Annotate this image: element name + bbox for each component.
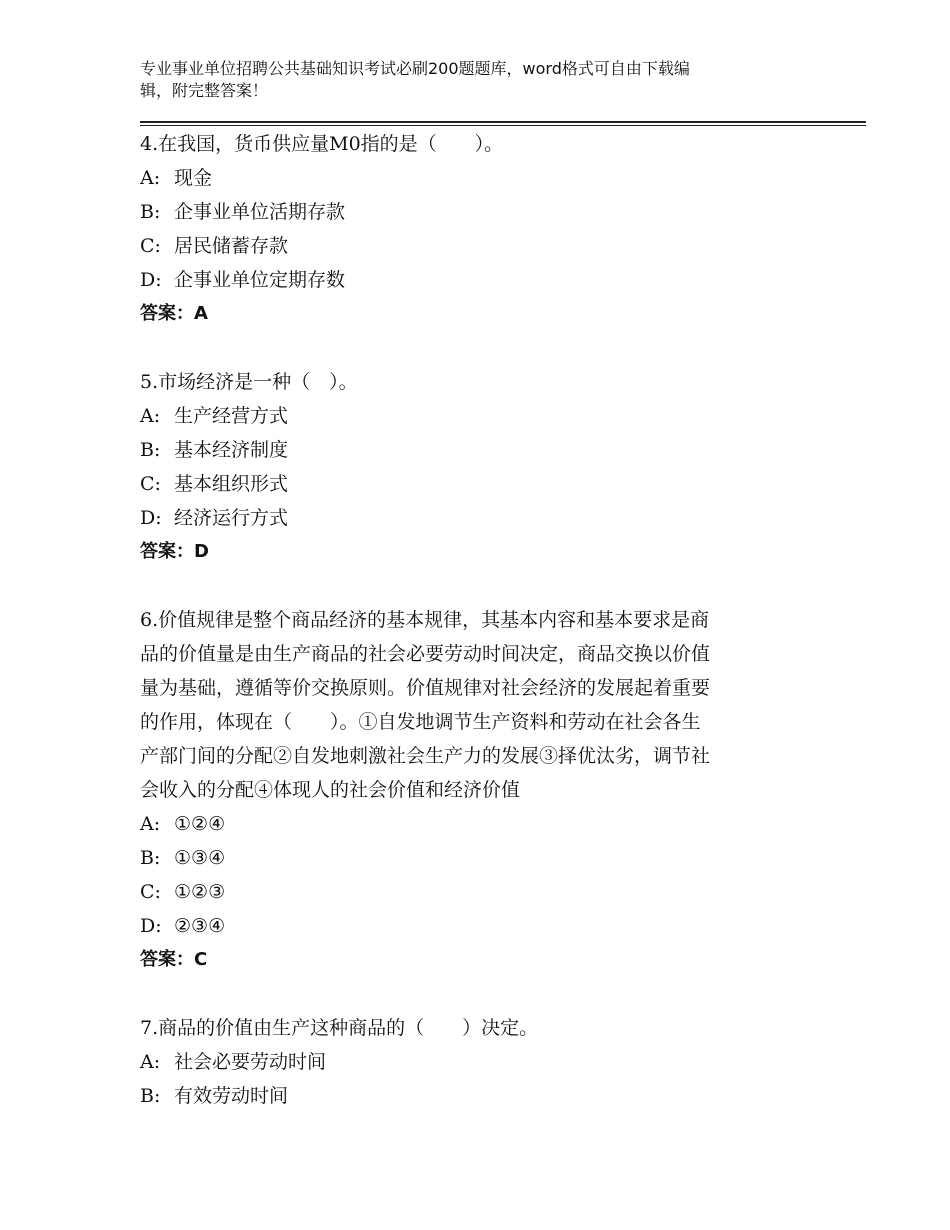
option-label: D: [140,507,162,529]
option-text: 生产经营方式 [174,405,289,427]
question-stem: 4.在我国，货币供应量M0指的是（ ）。 [140,133,504,155]
option-c [140,467,800,501]
question-stem-line: 的作用，体现在（ ）。①自发地调节生产资料和劳动在社会各生 [140,711,701,733]
option-b [140,841,800,875]
option-b [140,195,800,229]
question-6 [140,603,800,977]
option-text: 社会必要劳动时间 [174,1051,327,1073]
option-d [140,263,800,297]
header-rule-thick [140,121,866,123]
option-a [140,807,800,841]
option-text: 居民储蓄存款 [174,235,289,257]
header-line-1: 专业事业单位招聘公共基础知识考试必刷200题题库，word格式可自由下载编 [140,59,690,78]
option-text: 经济运行方式 [174,507,289,529]
option-label: B: [140,1085,161,1107]
option-text: 基本经济制度 [174,439,289,461]
option-b [140,433,800,467]
question-stem-line: 会收入的分配④体现人的社会价值和经济价值 [140,779,521,801]
option-label: A: [140,167,161,189]
header-line-2: 辑，附完整答案！ [140,81,269,100]
option-text: ②③④ [174,915,226,937]
option-text: 企事业单位活期存款 [174,201,346,223]
option-c [140,875,800,909]
option-label: C: [140,881,161,903]
option-text: ①②④ [174,813,226,835]
question-stem-line: 量为基础，遵循等价交换原则。价值规律对社会经济的发展起着重要 [140,677,711,699]
option-text: ①②③ [174,881,226,903]
option-label: C: [140,473,161,495]
option-label: A: [140,405,161,427]
question-stem-line: 产部门间的分配②自发地刺激社会生产力的发展③择优汰劣，调节社 [140,745,711,767]
answer: 答案：D [140,541,209,562]
spacer [140,569,800,603]
option-label: D: [140,915,162,937]
option-d [140,501,800,535]
option-label: D: [140,269,162,291]
question-stem: 7.商品的价值由生产这种商品的（ ）决定。 [140,1017,539,1039]
question-4 [140,127,800,331]
question-stem: 5.市场经济是一种（ ）。 [140,371,358,393]
option-text: 现金 [174,167,213,189]
option-label: B: [140,201,161,223]
header-rule-thin [140,125,866,126]
question-list [140,127,800,1113]
document-header [140,58,800,102]
option-label: A: [140,1051,161,1073]
question-stem-line: 6.价值规律是整个商品经济的基本规律，其基本内容和基本要求是商 [140,609,710,631]
question-7 [140,1011,800,1113]
option-label: A: [140,813,161,835]
option-label: C: [140,235,161,257]
option-text: 有效劳动时间 [174,1085,289,1107]
option-b [140,1079,800,1113]
option-d [140,909,800,943]
option-c [140,229,800,263]
option-text: ①③④ [174,847,226,869]
option-text: 企事业单位定期存数 [174,269,346,291]
spacer [140,977,800,1011]
answer: 答案：C [140,949,208,970]
option-a [140,161,800,195]
option-a [140,1045,800,1079]
option-label: B: [140,439,161,461]
option-text: 基本组织形式 [174,473,289,495]
question-stem-line: 品的价值量是由生产商品的社会必要劳动时间决定，商品交换以价值 [140,643,711,665]
option-label: B: [140,847,161,869]
answer: 答案：A [140,303,208,324]
question-5 [140,365,800,569]
option-a [140,399,800,433]
spacer [140,331,800,365]
